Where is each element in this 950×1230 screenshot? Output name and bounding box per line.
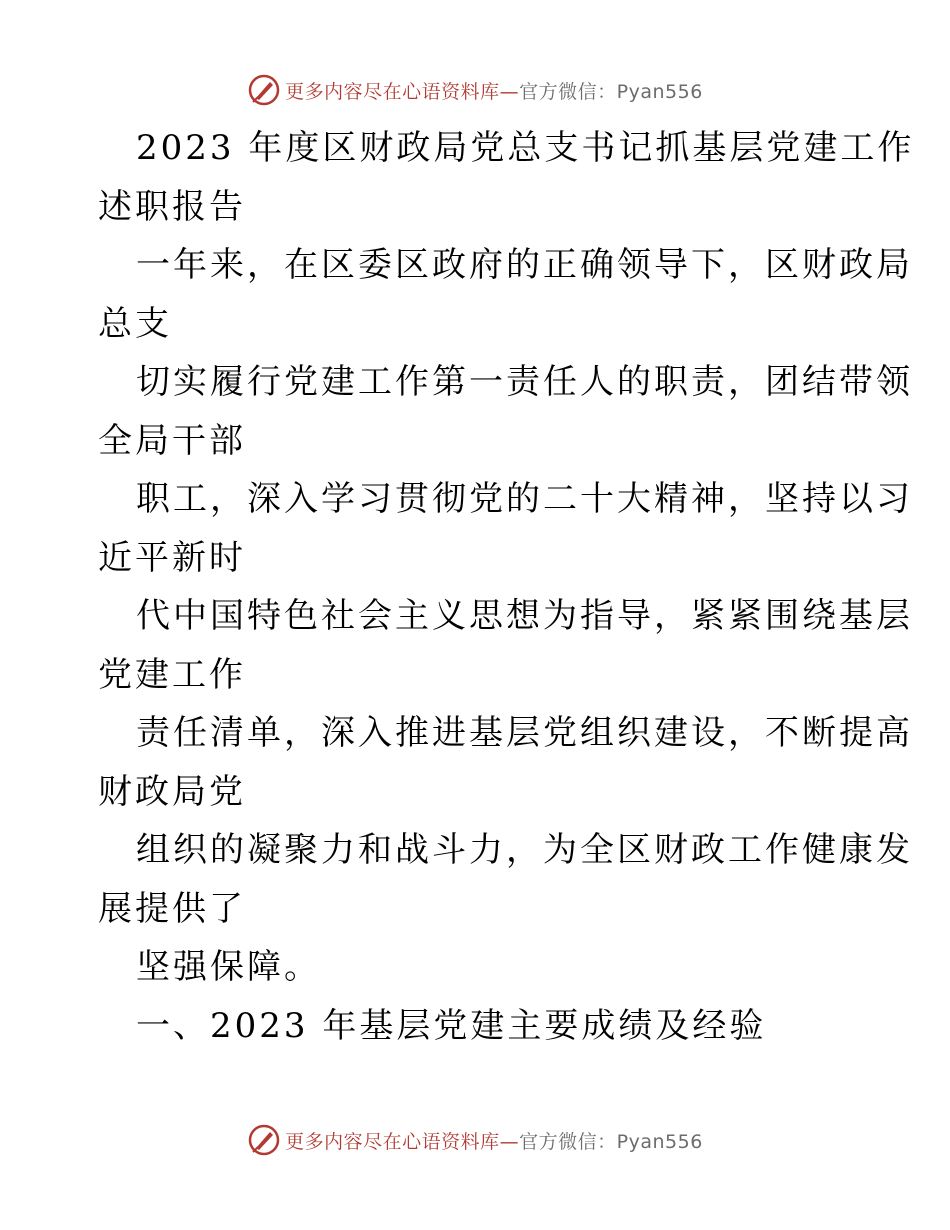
doc-line: 展提供了 [98,888,246,929]
doc-line: 代中国特色社会主义思想为指导，紧紧围绕基层 [136,596,913,636]
doc-line: 坚强保障。 [136,947,321,987]
doc-title-line-1: 2023 年度区财政局党总支书记抓基层党建工作 [136,128,915,168]
footer-banner-title: 更多内容尽在心语资料库— [285,1130,520,1153]
doc-line: 全局干部 [98,420,246,461]
footer-banner-text [285,1127,703,1154]
doc-line: 近平新时 [98,537,246,578]
header-banner-text [285,77,703,104]
doc-line: 切实履行党建工作第一责任人的职责，团结带领 [136,362,913,402]
section-heading: 一、2023 年基层党建主要成绩及经验 [136,1005,767,1046]
footer-banner [0,1120,950,1160]
doc-line: 财政局党 [98,771,246,812]
footer-banner-wechat: 官方微信：Pyan556 [519,1130,703,1153]
quill-pen-seal-icon [247,1123,281,1157]
header-banner-wechat: 官方微信：Pyan556 [519,80,703,103]
doc-line: 组织的凝聚力和战斗力，为全区财政工作健康发 [136,830,913,870]
quill-pen-seal-icon [247,73,281,107]
document-body [98,119,915,1055]
doc-title-line-2: 述职报告 [98,186,246,227]
doc-line: 总支 [98,303,172,344]
doc-line: 责任清单，深入推进基层党组织建设，不断提高 [136,713,913,753]
header-banner [0,70,950,110]
doc-line: 一年来，在区委区政府的正确领导下，区财政局 [136,245,913,285]
header-banner-title: 更多内容尽在心语资料库— [285,80,520,103]
doc-line: 党建工作 [98,654,246,695]
doc-line: 职工，深入学习贯彻党的二十大精神，坚持以习 [136,479,913,519]
